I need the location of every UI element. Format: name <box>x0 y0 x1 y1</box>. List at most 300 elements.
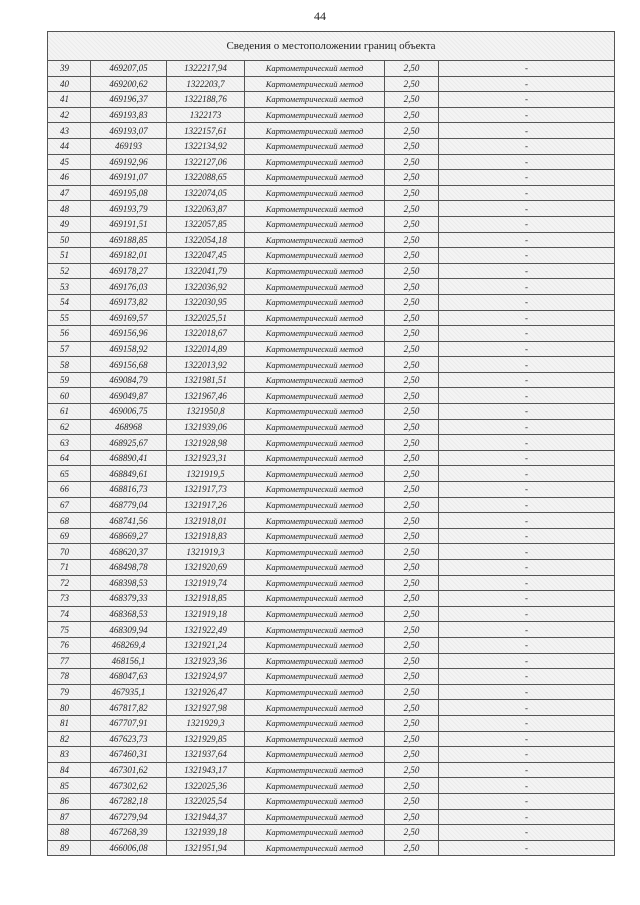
y-coordinate-cell: 1321923,36 <box>167 653 245 669</box>
y-coordinate-cell: 1322014,89 <box>167 341 245 357</box>
accuracy-cell: 2,50 <box>385 591 439 607</box>
note-cell: - <box>439 404 615 420</box>
note-cell: - <box>439 201 615 217</box>
method-cell: Картометрический метод <box>245 419 385 435</box>
y-coordinate-cell: 1321967,46 <box>167 388 245 404</box>
x-coordinate-cell: 469207,05 <box>91 61 167 77</box>
method-cell: Картометрический метод <box>245 591 385 607</box>
method-cell: Картометрический метод <box>245 528 385 544</box>
x-coordinate-cell: 469193,07 <box>91 123 167 139</box>
accuracy-cell: 2,50 <box>385 326 439 342</box>
table-row <box>48 107 615 123</box>
table-row <box>48 466 615 482</box>
method-cell: Картометрический метод <box>245 450 385 466</box>
point-number-cell: 68 <box>48 513 91 529</box>
accuracy-cell: 2,50 <box>385 310 439 326</box>
point-number-cell: 41 <box>48 92 91 108</box>
page-number: 44 <box>314 9 326 23</box>
point-number-cell: 66 <box>48 482 91 498</box>
method-cell: Картометрический метод <box>245 575 385 591</box>
table-row <box>48 216 615 232</box>
table-row <box>48 513 615 529</box>
accuracy-cell: 2,50 <box>385 606 439 622</box>
method-cell: Картометрический метод <box>245 76 385 92</box>
table-title: Сведения о местоположении границ объекта <box>48 32 615 61</box>
x-coordinate-cell: 469084,79 <box>91 372 167 388</box>
point-number-cell: 89 <box>48 840 91 856</box>
y-coordinate-cell: 1321939,18 <box>167 825 245 841</box>
note-cell: - <box>439 123 615 139</box>
y-coordinate-cell: 1322074,05 <box>167 185 245 201</box>
point-number-cell: 73 <box>48 591 91 607</box>
note-cell: - <box>439 513 615 529</box>
accuracy-cell: 2,50 <box>385 388 439 404</box>
table-row <box>48 61 615 77</box>
y-coordinate-cell: 1322025,51 <box>167 310 245 326</box>
accuracy-cell: 2,50 <box>385 825 439 841</box>
method-cell: Картометрический метод <box>245 825 385 841</box>
method-cell: Картометрический метод <box>245 497 385 513</box>
accuracy-cell: 2,50 <box>385 170 439 186</box>
x-coordinate-cell: 468047,63 <box>91 669 167 685</box>
accuracy-cell: 2,50 <box>385 92 439 108</box>
accuracy-cell: 2,50 <box>385 482 439 498</box>
method-cell: Картометрический метод <box>245 232 385 248</box>
accuracy-cell: 2,50 <box>385 216 439 232</box>
x-coordinate-cell: 468816,73 <box>91 482 167 498</box>
y-coordinate-cell: 1321924,97 <box>167 669 245 685</box>
y-coordinate-cell: 1322025,54 <box>167 793 245 809</box>
accuracy-cell: 2,50 <box>385 61 439 77</box>
method-cell: Картометрический метод <box>245 560 385 576</box>
x-coordinate-cell: 467460,31 <box>91 747 167 763</box>
y-coordinate-cell: 1322088,65 <box>167 170 245 186</box>
point-number-cell: 72 <box>48 575 91 591</box>
x-coordinate-cell: 468925,67 <box>91 435 167 451</box>
note-cell: - <box>439 700 615 716</box>
x-coordinate-cell: 469182,01 <box>91 248 167 264</box>
method-cell: Картометрический метод <box>245 684 385 700</box>
x-coordinate-cell: 468498,78 <box>91 560 167 576</box>
note-cell: - <box>439 263 615 279</box>
note-cell: - <box>439 107 615 123</box>
note-cell: - <box>439 466 615 482</box>
table-row <box>48 372 615 388</box>
point-number-cell: 51 <box>48 248 91 264</box>
note-cell: - <box>439 762 615 778</box>
table-row <box>48 450 615 466</box>
table-header-row <box>48 32 615 61</box>
accuracy-cell: 2,50 <box>385 107 439 123</box>
note-cell: - <box>439 840 615 856</box>
note-cell: - <box>439 310 615 326</box>
accuracy-cell: 2,50 <box>385 450 439 466</box>
accuracy-cell: 2,50 <box>385 762 439 778</box>
note-cell: - <box>439 326 615 342</box>
table-row <box>48 419 615 435</box>
method-cell: Картометрический метод <box>245 92 385 108</box>
method-cell: Картометрический метод <box>245 185 385 201</box>
accuracy-cell: 2,50 <box>385 622 439 638</box>
table-row <box>48 482 615 498</box>
method-cell: Картометрический метод <box>245 513 385 529</box>
point-number-cell: 48 <box>48 201 91 217</box>
accuracy-cell: 2,50 <box>385 575 439 591</box>
table-row <box>48 435 615 451</box>
table-row <box>48 279 615 295</box>
method-cell: Картометрический метод <box>245 170 385 186</box>
table-row <box>48 809 615 825</box>
point-number-cell: 52 <box>48 263 91 279</box>
accuracy-cell: 2,50 <box>385 201 439 217</box>
note-cell: - <box>439 185 615 201</box>
x-coordinate-cell: 467707,91 <box>91 715 167 731</box>
note-cell: - <box>439 92 615 108</box>
x-coordinate-cell: 469158,92 <box>91 341 167 357</box>
table-row <box>48 123 615 139</box>
accuracy-cell: 2,50 <box>385 560 439 576</box>
method-cell: Картометрический метод <box>245 294 385 310</box>
table-row <box>48 310 615 326</box>
note-cell: - <box>439 372 615 388</box>
note-cell: - <box>439 497 615 513</box>
y-coordinate-cell: 1322025,36 <box>167 778 245 794</box>
note-cell: - <box>439 341 615 357</box>
accuracy-cell: 2,50 <box>385 248 439 264</box>
table-row <box>48 185 615 201</box>
method-cell: Картометрический метод <box>245 310 385 326</box>
method-cell: Картометрический метод <box>245 326 385 342</box>
table-row <box>48 669 615 685</box>
y-coordinate-cell: 1321918,01 <box>167 513 245 529</box>
table-row <box>48 825 615 841</box>
accuracy-cell: 2,50 <box>385 793 439 809</box>
table-row <box>48 747 615 763</box>
y-coordinate-cell: 1322063,87 <box>167 201 245 217</box>
accuracy-cell: 2,50 <box>385 435 439 451</box>
x-coordinate-cell: 469193,79 <box>91 201 167 217</box>
method-cell: Картометрический метод <box>245 61 385 77</box>
y-coordinate-cell: 1322013,92 <box>167 357 245 373</box>
note-cell: - <box>439 279 615 295</box>
x-coordinate-cell: 468890,41 <box>91 450 167 466</box>
table-row <box>48 138 615 154</box>
accuracy-cell: 2,50 <box>385 123 439 139</box>
table-row <box>48 497 615 513</box>
point-number-cell: 45 <box>48 154 91 170</box>
point-number-cell: 84 <box>48 762 91 778</box>
point-number-cell: 88 <box>48 825 91 841</box>
x-coordinate-cell: 467302,62 <box>91 778 167 794</box>
accuracy-cell: 2,50 <box>385 497 439 513</box>
table-row <box>48 637 615 653</box>
point-number-cell: 61 <box>48 404 91 420</box>
note-cell: - <box>439 622 615 638</box>
y-coordinate-cell: 1322018,67 <box>167 326 245 342</box>
method-cell: Картометрический метод <box>245 809 385 825</box>
y-coordinate-cell: 1321918,83 <box>167 528 245 544</box>
point-number-cell: 71 <box>48 560 91 576</box>
x-coordinate-cell: 468779,04 <box>91 497 167 513</box>
accuracy-cell: 2,50 <box>385 404 439 420</box>
x-coordinate-cell: 469156,96 <box>91 326 167 342</box>
y-coordinate-cell: 1321928,98 <box>167 435 245 451</box>
point-number-cell: 83 <box>48 747 91 763</box>
table-row <box>48 793 615 809</box>
y-coordinate-cell: 1322173 <box>167 107 245 123</box>
point-number-cell: 54 <box>48 294 91 310</box>
point-number-cell: 79 <box>48 684 91 700</box>
note-cell: - <box>439 138 615 154</box>
x-coordinate-cell: 469191,51 <box>91 216 167 232</box>
note-cell: - <box>439 575 615 591</box>
x-coordinate-cell: 467817,82 <box>91 700 167 716</box>
method-cell: Картометрический метод <box>245 793 385 809</box>
method-cell: Картометрический метод <box>245 357 385 373</box>
point-number-cell: 43 <box>48 123 91 139</box>
y-coordinate-cell: 1321943,17 <box>167 762 245 778</box>
method-cell: Картометрический метод <box>245 637 385 653</box>
accuracy-cell: 2,50 <box>385 669 439 685</box>
method-cell: Картометрический метод <box>245 731 385 747</box>
note-cell: - <box>439 684 615 700</box>
accuracy-cell: 2,50 <box>385 653 439 669</box>
method-cell: Картометрический метод <box>245 388 385 404</box>
note-cell: - <box>439 388 615 404</box>
table-row <box>48 762 615 778</box>
y-coordinate-cell: 1321919,3 <box>167 544 245 560</box>
note-cell: - <box>439 435 615 451</box>
point-number-cell: 42 <box>48 107 91 123</box>
table-row <box>48 154 615 170</box>
point-number-cell: 58 <box>48 357 91 373</box>
accuracy-cell: 2,50 <box>385 232 439 248</box>
y-coordinate-cell: 1322047,45 <box>167 248 245 264</box>
y-coordinate-cell: 1321918,85 <box>167 591 245 607</box>
note-cell: - <box>439 793 615 809</box>
y-coordinate-cell: 1322057,85 <box>167 216 245 232</box>
y-coordinate-cell: 1321951,94 <box>167 840 245 856</box>
x-coordinate-cell: 468309,94 <box>91 622 167 638</box>
method-cell: Картометрический метод <box>245 762 385 778</box>
table-row <box>48 326 615 342</box>
y-coordinate-cell: 1322036,92 <box>167 279 245 295</box>
x-coordinate-cell: 469188,85 <box>91 232 167 248</box>
point-number-cell: 49 <box>48 216 91 232</box>
method-cell: Картометрический метод <box>245 138 385 154</box>
accuracy-cell: 2,50 <box>385 154 439 170</box>
boundary-table <box>47 31 615 856</box>
table-row <box>48 76 615 92</box>
y-coordinate-cell: 1321981,51 <box>167 372 245 388</box>
table-row <box>48 606 615 622</box>
accuracy-cell: 2,50 <box>385 294 439 310</box>
x-coordinate-cell: 467282,18 <box>91 793 167 809</box>
x-coordinate-cell: 467623,73 <box>91 731 167 747</box>
method-cell: Картометрический метод <box>245 154 385 170</box>
point-number-cell: 85 <box>48 778 91 794</box>
point-number-cell: 59 <box>48 372 91 388</box>
x-coordinate-cell: 468849,61 <box>91 466 167 482</box>
y-coordinate-cell: 1321921,24 <box>167 637 245 653</box>
point-number-cell: 77 <box>48 653 91 669</box>
y-coordinate-cell: 1321922,49 <box>167 622 245 638</box>
note-cell: - <box>439 248 615 264</box>
y-coordinate-cell: 1321926,47 <box>167 684 245 700</box>
y-coordinate-cell: 1321927,98 <box>167 700 245 716</box>
point-number-cell: 44 <box>48 138 91 154</box>
note-cell: - <box>439 715 615 731</box>
table-row <box>48 170 615 186</box>
note-cell: - <box>439 528 615 544</box>
method-cell: Картометрический метод <box>245 482 385 498</box>
point-number-cell: 56 <box>48 326 91 342</box>
y-coordinate-cell: 1321917,73 <box>167 482 245 498</box>
accuracy-cell: 2,50 <box>385 419 439 435</box>
table-row <box>48 92 615 108</box>
point-number-cell: 67 <box>48 497 91 513</box>
y-coordinate-cell: 1321919,18 <box>167 606 245 622</box>
x-coordinate-cell: 469049,87 <box>91 388 167 404</box>
table-row <box>48 731 615 747</box>
x-coordinate-cell: 467268,39 <box>91 825 167 841</box>
table-row <box>48 591 615 607</box>
note-cell: - <box>439 606 615 622</box>
accuracy-cell: 2,50 <box>385 637 439 653</box>
y-coordinate-cell: 1321923,31 <box>167 450 245 466</box>
point-number-cell: 86 <box>48 793 91 809</box>
boundary-table-container <box>47 31 614 856</box>
x-coordinate-cell: 469195,08 <box>91 185 167 201</box>
point-number-cell: 74 <box>48 606 91 622</box>
method-cell: Картометрический метод <box>245 606 385 622</box>
y-coordinate-cell: 1322054,18 <box>167 232 245 248</box>
y-coordinate-cell: 1321929,85 <box>167 731 245 747</box>
x-coordinate-cell: 469178,27 <box>91 263 167 279</box>
point-number-cell: 50 <box>48 232 91 248</box>
method-cell: Картометрический метод <box>245 341 385 357</box>
x-coordinate-cell: 467935,1 <box>91 684 167 700</box>
note-cell: - <box>439 216 615 232</box>
table-row <box>48 248 615 264</box>
note-cell: - <box>439 76 615 92</box>
y-coordinate-cell: 1322134,92 <box>167 138 245 154</box>
method-cell: Картометрический метод <box>245 372 385 388</box>
y-coordinate-cell: 1321919,74 <box>167 575 245 591</box>
point-number-cell: 63 <box>48 435 91 451</box>
note-cell: - <box>439 482 615 498</box>
method-cell: Картометрический метод <box>245 263 385 279</box>
method-cell: Картометрический метод <box>245 715 385 731</box>
table-row <box>48 263 615 279</box>
note-cell: - <box>439 591 615 607</box>
y-coordinate-cell: 1322041,79 <box>167 263 245 279</box>
table-row <box>48 294 615 310</box>
accuracy-cell: 2,50 <box>385 544 439 560</box>
method-cell: Картометрический метод <box>245 123 385 139</box>
accuracy-cell: 2,50 <box>385 715 439 731</box>
point-number-cell: 65 <box>48 466 91 482</box>
table-row <box>48 404 615 420</box>
x-coordinate-cell: 469169,57 <box>91 310 167 326</box>
x-coordinate-cell: 468368,53 <box>91 606 167 622</box>
method-cell: Картометрический метод <box>245 248 385 264</box>
note-cell: - <box>439 544 615 560</box>
note-cell: - <box>439 154 615 170</box>
point-number-cell: 78 <box>48 669 91 685</box>
y-coordinate-cell: 1322127,06 <box>167 154 245 170</box>
x-coordinate-cell: 469192,96 <box>91 154 167 170</box>
y-coordinate-cell: 1322203,7 <box>167 76 245 92</box>
accuracy-cell: 2,50 <box>385 357 439 373</box>
x-coordinate-cell: 469176,03 <box>91 279 167 295</box>
point-number-cell: 80 <box>48 700 91 716</box>
x-coordinate-cell: 469156,68 <box>91 357 167 373</box>
note-cell: - <box>439 560 615 576</box>
method-cell: Картометрический метод <box>245 778 385 794</box>
table-row <box>48 232 615 248</box>
point-number-cell: 60 <box>48 388 91 404</box>
table-row <box>48 560 615 576</box>
accuracy-cell: 2,50 <box>385 513 439 529</box>
x-coordinate-cell: 467301,62 <box>91 762 167 778</box>
x-coordinate-cell: 469193,83 <box>91 107 167 123</box>
method-cell: Картометрический метод <box>245 435 385 451</box>
x-coordinate-cell: 469173,82 <box>91 294 167 310</box>
table-row <box>48 388 615 404</box>
x-coordinate-cell: 469193 <box>91 138 167 154</box>
accuracy-cell: 2,50 <box>385 778 439 794</box>
note-cell: - <box>439 637 615 653</box>
y-coordinate-cell: 1321939,06 <box>167 419 245 435</box>
point-number-cell: 75 <box>48 622 91 638</box>
table-row <box>48 684 615 700</box>
note-cell: - <box>439 61 615 77</box>
accuracy-cell: 2,50 <box>385 700 439 716</box>
accuracy-cell: 2,50 <box>385 372 439 388</box>
accuracy-cell: 2,50 <box>385 76 439 92</box>
y-coordinate-cell: 1322157,61 <box>167 123 245 139</box>
method-cell: Картометрический метод <box>245 404 385 420</box>
y-coordinate-cell: 1322188,76 <box>167 92 245 108</box>
y-coordinate-cell: 1321950,8 <box>167 404 245 420</box>
y-coordinate-cell: 1322217,94 <box>167 61 245 77</box>
table-row <box>48 544 615 560</box>
method-cell: Картометрический метод <box>245 201 385 217</box>
x-coordinate-cell: 468156,1 <box>91 653 167 669</box>
accuracy-cell: 2,50 <box>385 279 439 295</box>
point-number-cell: 70 <box>48 544 91 560</box>
accuracy-cell: 2,50 <box>385 731 439 747</box>
x-coordinate-cell: 468620,37 <box>91 544 167 560</box>
table-row <box>48 715 615 731</box>
accuracy-cell: 2,50 <box>385 138 439 154</box>
note-cell: - <box>439 747 615 763</box>
point-number-cell: 87 <box>48 809 91 825</box>
method-cell: Картометрический метод <box>245 700 385 716</box>
point-number-cell: 57 <box>48 341 91 357</box>
y-coordinate-cell: 1321920,69 <box>167 560 245 576</box>
note-cell: - <box>439 778 615 794</box>
note-cell: - <box>439 731 615 747</box>
x-coordinate-cell: 468269,4 <box>91 637 167 653</box>
point-number-cell: 53 <box>48 279 91 295</box>
table-row <box>48 700 615 716</box>
table-row <box>48 528 615 544</box>
table-row <box>48 622 615 638</box>
accuracy-cell: 2,50 <box>385 684 439 700</box>
point-number-cell: 46 <box>48 170 91 186</box>
